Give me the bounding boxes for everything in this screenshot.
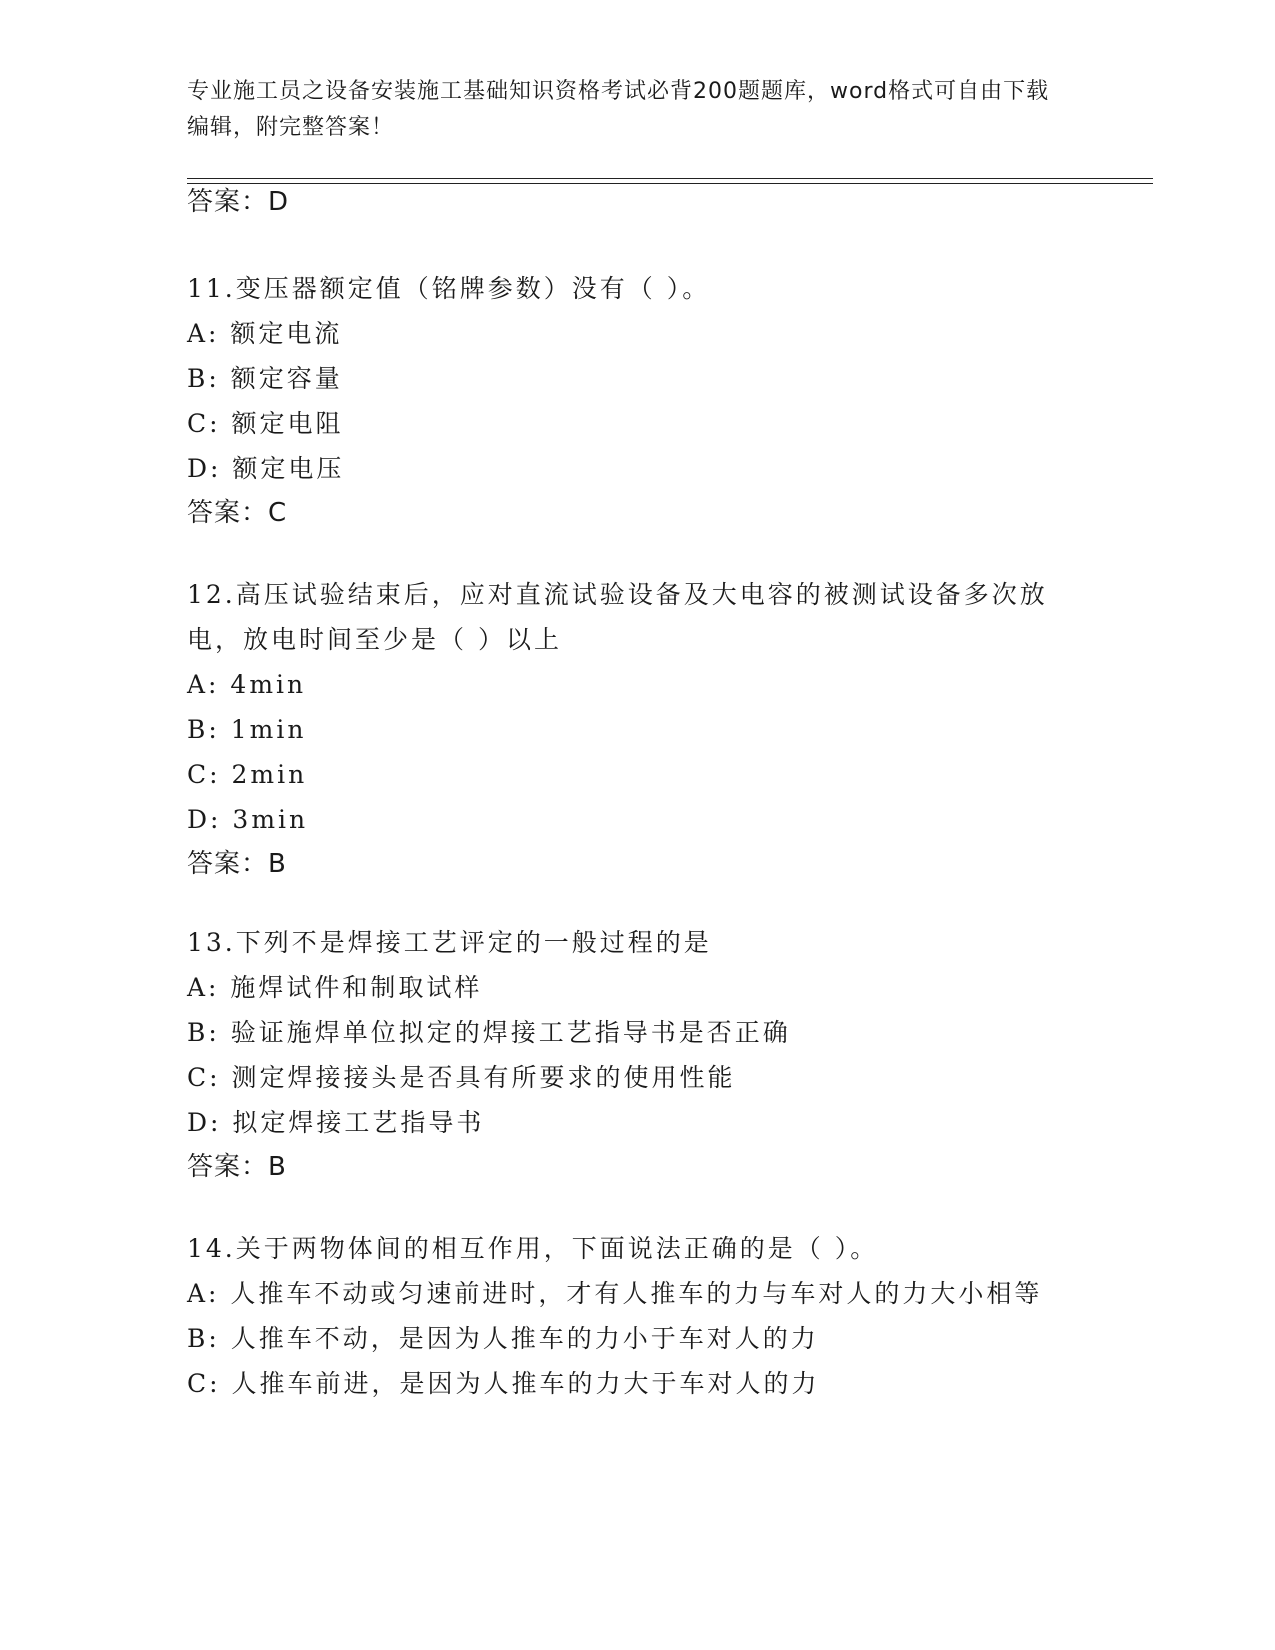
question-12	[187, 572, 1087, 887]
option-d: D: 3min	[187, 805, 309, 834]
option-c: C: 测定焊接接头是否具有所要求的使用性能	[187, 1063, 736, 1092]
answer-label: 答案：B	[187, 849, 287, 879]
option-b: B: 验证施焊单位拟定的焊接工艺指导书是否正确	[187, 1018, 791, 1047]
option-b: B: 人推车不动，是因为人推车的力小于车对人的力	[187, 1324, 819, 1353]
question-14	[187, 1226, 1087, 1406]
option-c: C: 额定电阻	[187, 409, 344, 438]
option-b: B: 1min	[187, 715, 307, 744]
option-b: B: 额定容量	[187, 364, 343, 393]
page-header: 专业施工员之设备安装施工基础知识资格考试必背200题题库，word格式可自由下载编辑，附完整答案！	[187, 79, 1050, 140]
option-c: C: 人推车前进，是因为人推车的力大于车对人的力	[187, 1369, 820, 1398]
question-13	[187, 920, 1087, 1190]
question-stem: 13.下列不是焊接工艺评定的一般过程的是	[187, 928, 712, 957]
question-stem: 14.关于两物体间的相互作用，下面说法正确的是（ ）。	[187, 1234, 879, 1263]
option-c: C: 2min	[187, 760, 308, 789]
answer-label: 答案：C	[187, 498, 288, 528]
header-divider-top	[187, 178, 1153, 179]
option-a: A: 额定电流	[187, 319, 343, 348]
previous-answer-block	[187, 180, 1087, 225]
answer-label: 答案：B	[187, 1152, 287, 1182]
question-stem: 11.变压器额定值（铭牌参数）没有（ ）。	[187, 274, 711, 303]
option-a: A: 人推车不动或匀速前进时，才有人推车的力与车对人的力大小相等	[187, 1279, 1043, 1308]
option-d: D: 额定电压	[187, 454, 345, 483]
question-stem: 12.高压试验结束后，应对直流试验设备及大电容的被测试设备多次放电，放电时间至少是（ ）以上	[187, 580, 1048, 654]
option-a: A: 施焊试件和制取试样	[187, 973, 483, 1002]
question-11	[187, 266, 1087, 536]
answer-label: 答案：D	[187, 187, 290, 217]
option-d: D: 拟定焊接工艺指导书	[187, 1108, 485, 1137]
option-a: A: 4min	[187, 670, 307, 699]
